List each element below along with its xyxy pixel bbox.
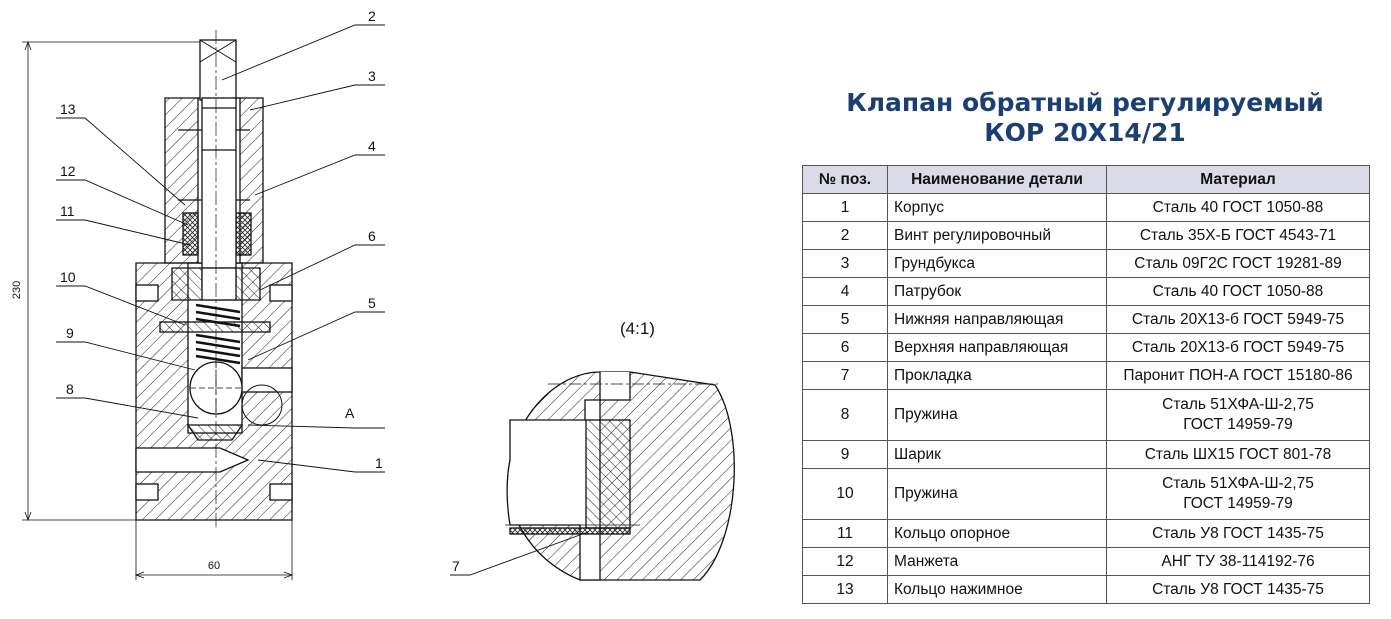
callout-2: 2 [368, 8, 376, 24]
document-title-line2: КОР 20Х14/21 [984, 118, 1186, 147]
cell-material [1107, 222, 1370, 250]
table-row [803, 222, 1370, 250]
cell-material [1107, 334, 1370, 362]
packing-cuff [183, 213, 198, 255]
material-line: Сталь У8 ГОСТ 1435-75 [1152, 580, 1324, 598]
table-row [803, 334, 1370, 362]
material-line: Сталь ШХ15 ГОСТ 801-78 [1144, 445, 1332, 463]
table-row [803, 362, 1370, 390]
packing-cuff-right [236, 213, 251, 255]
table-header-row [803, 166, 1370, 194]
cell-position: 4 [803, 278, 888, 306]
parts-table-body [803, 194, 1370, 604]
callout-8: 8 [66, 381, 74, 397]
cell-part-name: Шарик [888, 441, 1107, 469]
cell-material [1107, 469, 1370, 520]
cell-material [1107, 306, 1370, 334]
cell-position: 2 [803, 222, 888, 250]
callout-11: 11 [60, 203, 75, 219]
detail-view [450, 372, 734, 580]
cell-position: 12 [803, 548, 888, 576]
material-line: Сталь У8 ГОСТ 1435-75 [1152, 524, 1324, 542]
table-row [803, 441, 1370, 469]
callout-6: 6 [368, 228, 376, 244]
header-material: Материал [1107, 166, 1370, 194]
material-line: Сталь 40 ГОСТ 1050-88 [1152, 282, 1324, 300]
table-row [803, 278, 1370, 306]
cell-part-name: Манжета [888, 548, 1107, 576]
cell-material [1107, 441, 1370, 469]
cell-part-name: Нижняя направляющая [888, 306, 1107, 334]
cell-material [1107, 548, 1370, 576]
material-line: Сталь 09Г2С ГОСТ 19281-89 [1134, 254, 1342, 272]
cell-material [1107, 362, 1370, 390]
cell-position: 6 [803, 334, 888, 362]
material-line: Паронит ПОН-А ГОСТ 15180-86 [1123, 366, 1353, 384]
cell-part-name: Прокладка [888, 362, 1107, 390]
table-row [803, 469, 1370, 520]
material-line: Сталь 20Х13-б ГОСТ 5949-75 [1131, 310, 1345, 328]
cell-material [1107, 390, 1370, 441]
dim-height: 230 [11, 280, 23, 300]
material-line: АНГ ТУ 38-114192-76 [1161, 552, 1315, 570]
table-row [803, 250, 1370, 278]
cell-position: 1 [803, 194, 888, 222]
callout-9: 9 [66, 325, 74, 341]
table-row [803, 576, 1370, 604]
cell-position: 13 [803, 576, 888, 604]
parts-table [802, 165, 1370, 604]
callout-12: 12 [60, 163, 76, 179]
table-row [803, 306, 1370, 334]
detail-scale-label: (4:1) [620, 319, 655, 338]
table-row [803, 520, 1370, 548]
header-position: № поз. [803, 166, 888, 194]
callout-13: 13 [60, 101, 76, 117]
material-line: ГОСТ 14959-79 [1183, 416, 1293, 433]
cell-position: 11 [803, 520, 888, 548]
header-part-name: Наименование детали [888, 166, 1107, 194]
callout-1: 1 [375, 455, 383, 471]
cell-part-name: Кольцо нажимное [888, 576, 1107, 604]
cell-position: 10 [803, 469, 888, 520]
material-line: Сталь 20Х13-б ГОСТ 5949-75 [1131, 338, 1345, 356]
cell-material [1107, 576, 1370, 604]
cell-part-name: Корпус [888, 194, 1107, 222]
callout-4: 4 [368, 138, 376, 154]
table-row [803, 390, 1370, 441]
cell-part-name: Грундбукса [888, 250, 1107, 278]
material-line: Сталь 51ХФА-Ш-2,75 [1162, 475, 1314, 492]
cell-position: 8 [803, 390, 888, 441]
cell-position: 3 [803, 250, 888, 278]
cell-part-name: Винт регулировочный [888, 222, 1107, 250]
callout-3: 3 [368, 68, 376, 84]
cell-part-name: Кольцо опорное [888, 520, 1107, 548]
material-line: Сталь 51ХФА-Ш-2,75 [1162, 396, 1314, 413]
valve-section-view [136, 30, 292, 530]
callout-5: 5 [368, 295, 376, 311]
cell-position: 9 [803, 441, 888, 469]
cell-material [1107, 250, 1370, 278]
cell-part-name: Верхняя направляющая [888, 334, 1107, 362]
callout-view-a: А [345, 405, 355, 421]
callout-7: 7 [452, 558, 460, 574]
dim-width: 60 [207, 560, 221, 572]
material-line: Сталь 40 ГОСТ 1050-88 [1152, 198, 1324, 216]
cell-part-name: Патрубок [888, 278, 1107, 306]
material-line: Сталь 35Х-Б ГОСТ 4543-71 [1139, 226, 1337, 244]
callout-10: 10 [60, 269, 76, 285]
cell-position: 5 [803, 306, 888, 334]
cell-material [1107, 194, 1370, 222]
table-row [803, 194, 1370, 222]
cell-part-name: Пружина [888, 469, 1107, 520]
cell-material [1107, 520, 1370, 548]
cell-part-name: Пружина [888, 390, 1107, 441]
table-row [803, 548, 1370, 576]
cell-material [1107, 278, 1370, 306]
document-title-line1: Клапан обратный регулируемый [846, 88, 1324, 117]
material-line: ГОСТ 14959-79 [1183, 495, 1293, 512]
cell-position: 7 [803, 362, 888, 390]
